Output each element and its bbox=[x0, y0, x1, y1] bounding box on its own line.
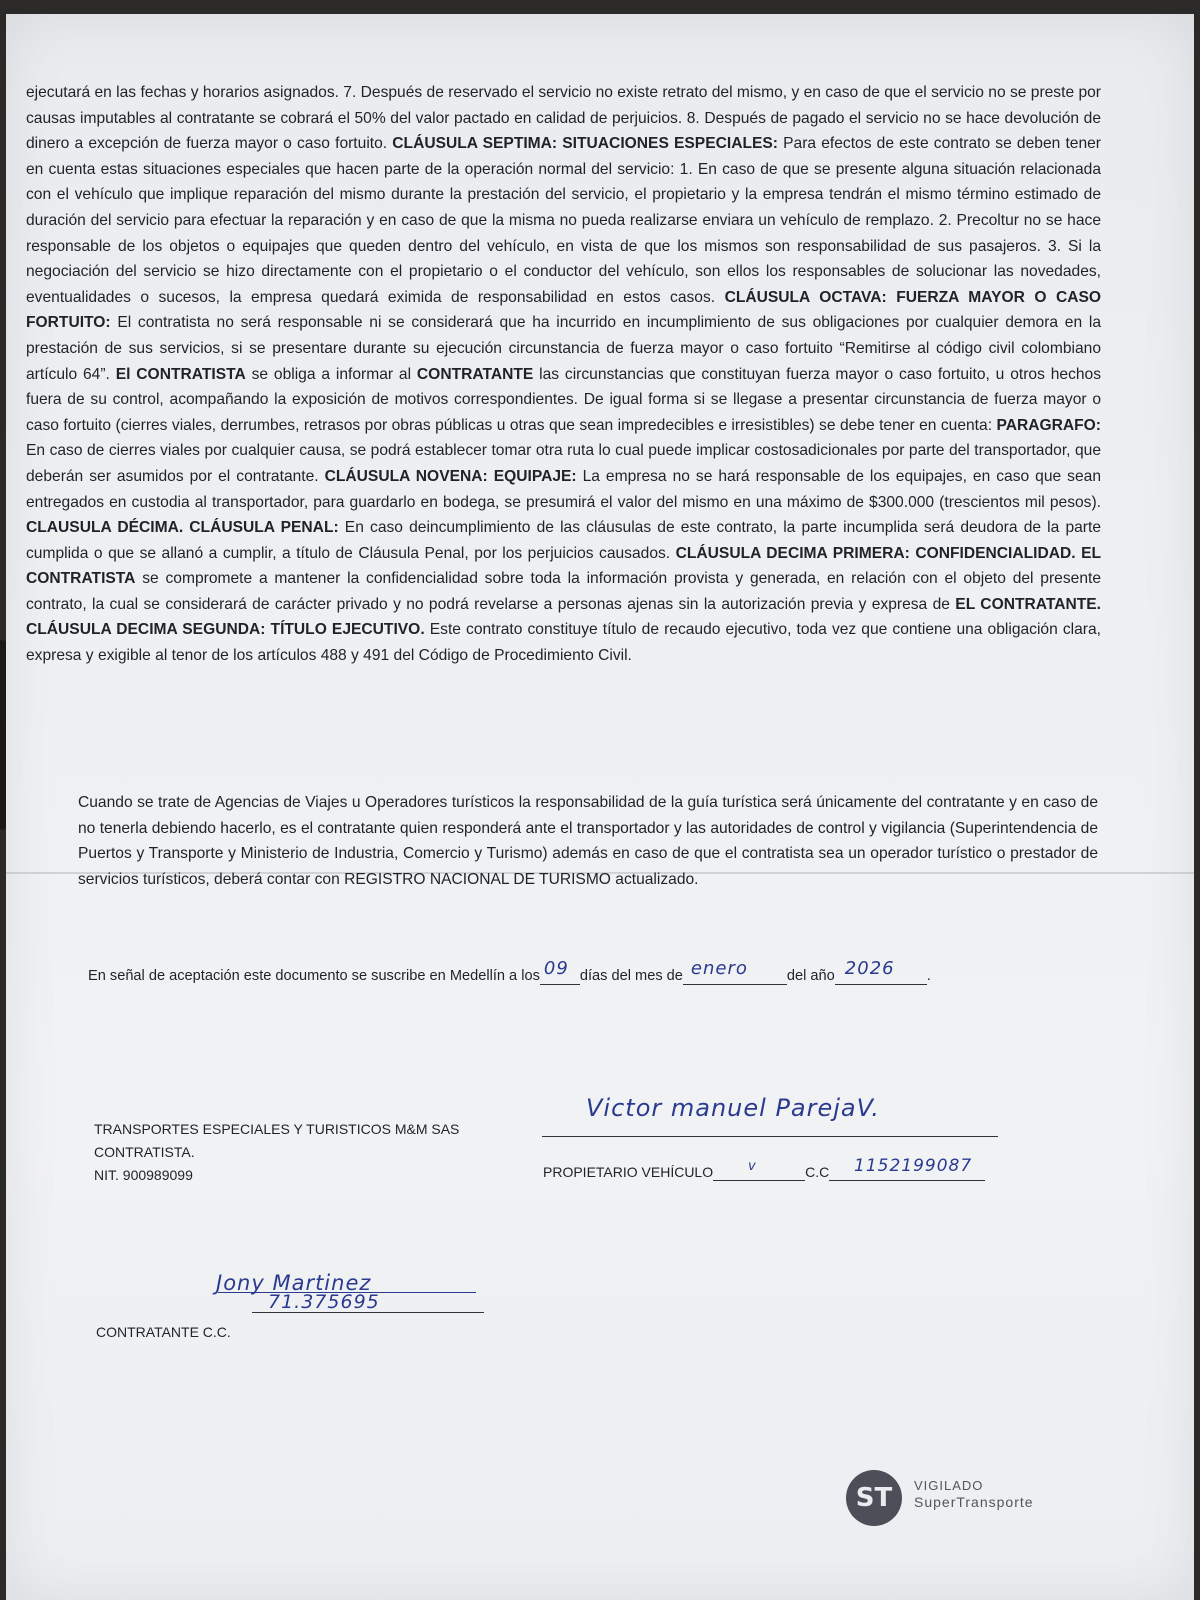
acceptance-line bbox=[88, 958, 1088, 985]
document-sheet bbox=[6, 14, 1194, 1600]
contratante-cc-line bbox=[252, 1312, 484, 1313]
clause-text: ejecutará en las fechas y horarios asignados. 7. Después de reservado el servicio no existe retrato del mismo, y en caso de que el servicio no se preste por causas imputables al contratante se cobrará el 50% del valor pactado en calidad de perjuicios. 8. Después de pagado el servicio no se hace devolución de dinero a excepción de fuerza mayor o caso fortuito. bbox=[26, 84, 1101, 153]
owner-label: PROPIETARIO VEHÍCULO bbox=[543, 1164, 714, 1180]
owner-cc-label: C.C bbox=[805, 1164, 830, 1180]
owner-blank bbox=[713, 1164, 805, 1181]
contratante-cc-number: 71.375695 bbox=[268, 1291, 380, 1313]
company-nit: NIT. 900989099 bbox=[94, 1167, 193, 1183]
supertransporte-stamp bbox=[846, 1470, 1056, 1530]
acceptance-month-label: días del mes de bbox=[579, 968, 683, 984]
clause-bold: PARAGRAFO: bbox=[996, 416, 1101, 434]
clause-heading: CLÁUSULA OCTAVA: FUERZA MAYOR O CASO FORTUITO: bbox=[26, 288, 1102, 332]
acceptance-end: . bbox=[926, 968, 931, 984]
year-handwritten: 2026 bbox=[844, 958, 895, 979]
acceptance-prefix: En señal de aceptación este documento se suscribe en Medellín a los bbox=[88, 968, 540, 984]
owner-cc-number: 1152199087 bbox=[854, 1156, 973, 1176]
clause-text: El contratista no será responsable ni se considerará que ha incurrido en incumplimiento de sus obligaciones por cualquier demora en la prestación de sus servicios, si se presentare durante su ejecución circunstancia de fuerza mayor o caso fortuito “Remitirse al código civil colombiano artículo 64”. bbox=[26, 314, 1101, 383]
paragraph-text: Cuando se trate de Agencias de Viajes u Operadores turísticos la responsabilidad de la guía turística será únicamente del contratante y en caso de no tenerla debiendo hacerlo, es el contratante quien responderá ante el transportador y las autoridades de control y vigilancia (Superintendencia de Puertos y Transporte y Ministerio de Industria, Comercio y Turismo) además en caso de que el contratista sea un operador turístico o prestador de servicios turísticos, deberá contar con bbox=[78, 794, 1098, 888]
paragraph-end: actualizado. bbox=[610, 870, 699, 888]
clause-heading: CLAUSULA DÉCIMA. CLÁUSULA PENAL: bbox=[26, 519, 339, 537]
acceptance-year-label: del año bbox=[786, 968, 835, 984]
clause-heading: CLÁUSULA NOVENA: EQUIPAJE: bbox=[324, 467, 577, 485]
owner-signature-line bbox=[542, 1136, 998, 1137]
contratista-label: CONTRATISTA. bbox=[94, 1144, 195, 1160]
month-blank bbox=[683, 958, 787, 985]
year-blank bbox=[835, 958, 927, 985]
stamp-vigilado: VIGILADO bbox=[914, 1478, 984, 1493]
clause-text: En caso deincumplimiento de las cláusulas de este contrato, la parte incumplida será deudora de la parte cumplida o que se allanó a cumplir, a título de Cláusula Penal, por los perjuicios causados. bbox=[26, 519, 1101, 562]
contratante-signature: Jony Martinez bbox=[216, 1271, 372, 1295]
clause-text: La empresa no se hará responsable de los equipajes, en caso que sean entregados en custodia al transportador, para guardarlo en bodega, se presumirá el valor del mismo en una máximo de $300.000 (trescientos mil pesos). bbox=[26, 467, 1101, 511]
day-handwritten: 09 bbox=[543, 958, 569, 979]
owner-v-mark: v bbox=[748, 1159, 757, 1174]
stamp-supertransporte: SuperTransporte bbox=[914, 1494, 1034, 1510]
month-handwritten: enero bbox=[690, 958, 748, 979]
contractor-block bbox=[94, 1118, 459, 1187]
clause-text: se obliga a informar al bbox=[245, 365, 417, 383]
clause-text: Este contrato constituye título de recaudo ejecutivo, toda vez que contiene una obligación clara, expresa y exigible al tenor de los artículos 488 y 491 del Código de Procedimiento Civil. bbox=[26, 621, 1101, 665]
contract-clauses bbox=[26, 80, 1101, 669]
clause-heading: EL CONTRATANTE. CLÁUSULA DECIMA SEGUNDA: TÍTULO EJECUTIVO. bbox=[26, 595, 1101, 639]
supertransporte-logo: ST bbox=[846, 1470, 902, 1526]
clause-text: las circunstancias que constituyan fuerza mayor o caso fortuito, u otros hechos fuera de su control, acompañando la exposición de motivos correspondientes. De igual forma si se llegase a presentar circunstancia de fuerza mayor o caso fortuito (cierres viales, derrumbes, retrasos por obras públicas u otras que sean impredecibles e irresistibles) se debe tener en cuenta: bbox=[26, 365, 1102, 434]
company-name: TRANSPORTES ESPECIALES Y TURISTICOS M&M SAS bbox=[94, 1121, 460, 1137]
clause-bold: El CONTRATISTA bbox=[115, 365, 246, 383]
paragraph-registry: REGISTRO NACIONAL DE TURISMO bbox=[344, 870, 611, 888]
clause-heading: CLÁUSULA DECIMA PRIMERA: CONFIDENCIALIDAD. EL CONTRATISTA bbox=[26, 544, 1101, 588]
clause-bold: CONTRATANTE bbox=[416, 365, 534, 383]
agency-paragraph bbox=[78, 790, 1098, 892]
owner-signature: Victor manuel ParejaV. bbox=[586, 1094, 880, 1122]
clause-text: se compromete a mantener la confidencialidad sobre toda la información provista y generada, en relación con el objeto del presente contrato, la cual se considerará de carácter privado y no podrá revelarse a personas ajenas sin la autorización previa y expresa de bbox=[26, 570, 1101, 613]
clause-text: Para efectos de este contrato se deben tener en cuenta estas situaciones especiales que hacen parte de la operación normal del servicio: 1. En caso de que se presente alguna situación relacionada con el vehículo que implique reparación del mismo durante la prestación del servicio, el propietario y la empresa tendrán el mismo término estimado de duración del servicio para efectuar la reparación y en caso de que la misma no pueda realizarse enviara un vehículo de remplazo. 2. Precoltur no se hace responsable de los objetos o equipajes que queden dentro del vehículo, en vista de que los mismos son responsabilidad de sus pasajeros. 3. Si la negociación del servicio se hizo directamente con el propietario o el conductor del vehículo, son ellos los responsables de solucionar las novedades, eventualidades o sucesos, la empresa quedará eximida de responsabilidad en estos casos. bbox=[26, 135, 1101, 306]
clause-heading: CLÁUSULA SEPTIMA: SITUACIONES ESPECIALES: bbox=[392, 135, 778, 153]
clause-text: En caso de cierres viales por cualquier causa, se podrá establecer tomar otra ruta lo cual puede implicar costosadicionales por parte del transportador, que deberán ser asumidos por el contratante. bbox=[26, 442, 1101, 485]
contratante-label: CONTRATANTE C.C. bbox=[96, 1324, 231, 1340]
day-blank bbox=[540, 958, 580, 985]
